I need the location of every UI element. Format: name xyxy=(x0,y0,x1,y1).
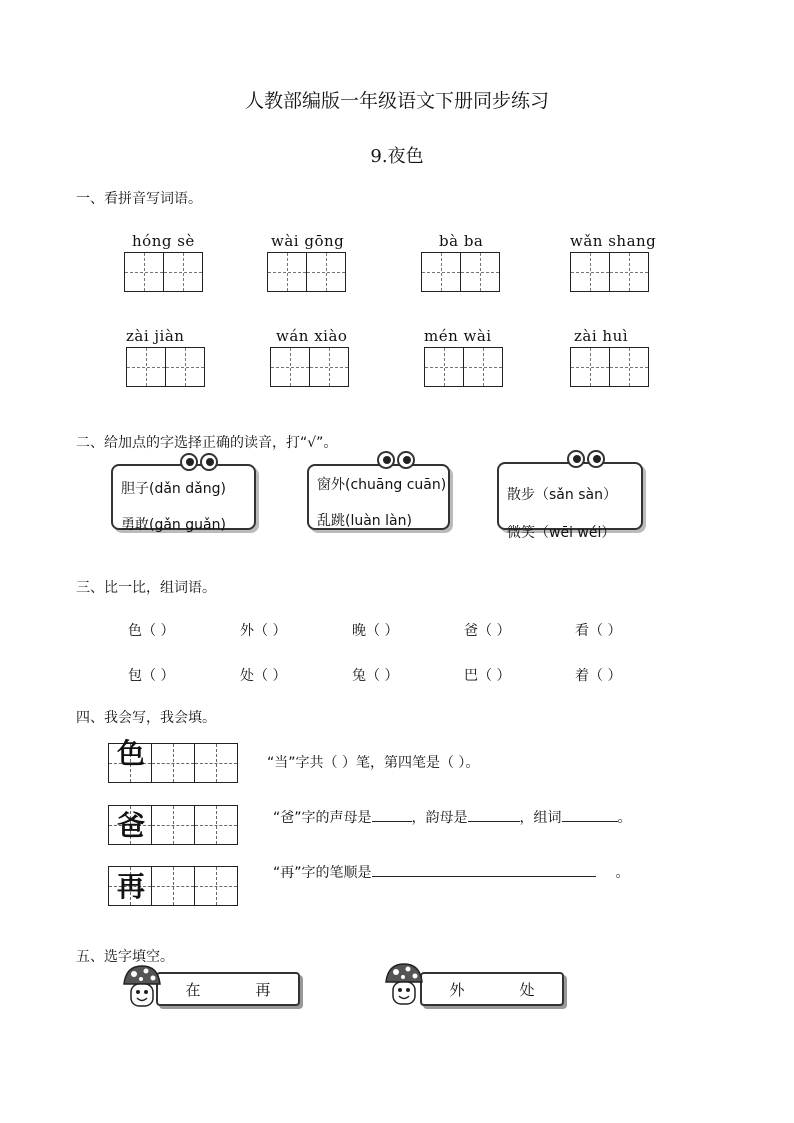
compare-item[interactable]: 外（ ） xyxy=(240,623,287,639)
blank-stroke-order[interactable] xyxy=(372,862,596,877)
model-cell xyxy=(108,805,152,845)
writing-cell[interactable] xyxy=(270,347,310,387)
eye-icon xyxy=(587,450,605,468)
lesson-title: 9.夜色 xyxy=(370,146,424,167)
question-initial-final xyxy=(273,807,632,827)
eyes-decoration xyxy=(180,453,218,471)
pinyin-item xyxy=(570,232,656,292)
question-stroke-count[interactable]: “当”字共（ ）笔，第四笔是（ ）。 xyxy=(267,755,480,771)
compare-item[interactable]: 着（ ） xyxy=(575,668,622,684)
writing-row xyxy=(108,805,237,845)
pinyin-label: mén wài xyxy=(424,327,492,345)
choice-option[interactable]: 在 xyxy=(185,980,201,999)
eye-icon xyxy=(397,451,415,469)
compare-item[interactable]: 处（ ） xyxy=(240,668,287,684)
pinyin-item xyxy=(270,327,348,387)
pinyin-label: hóng sè xyxy=(132,232,195,250)
compare-item[interactable]: 看（ ） xyxy=(575,623,622,639)
eyes-decoration xyxy=(567,450,605,468)
writing-cell[interactable] xyxy=(151,866,195,906)
writing-cell[interactable] xyxy=(163,252,203,292)
pinyin-item xyxy=(570,327,648,387)
page-title: 人教部编版一年级语文下册同步练习 xyxy=(244,90,549,112)
q3-text-b: 。 xyxy=(615,865,630,881)
pinyin-label: bà ba xyxy=(439,232,484,250)
writing-cell[interactable] xyxy=(124,252,164,292)
choice-banner xyxy=(420,972,564,1006)
choice-option[interactable]: 处 xyxy=(519,980,535,999)
question-stroke-order xyxy=(273,862,630,882)
section5-heading: 五、选字填空。 xyxy=(76,949,174,965)
reading-card xyxy=(111,464,256,533)
writing-row xyxy=(108,866,237,906)
pinyin-item xyxy=(424,327,502,387)
pinyin-label: wǎn shang xyxy=(570,232,657,250)
writing-cell[interactable] xyxy=(194,805,238,845)
model-char: 爸 xyxy=(116,809,145,842)
pinyin-label: wán xiào xyxy=(276,327,348,345)
pinyin-item xyxy=(267,232,345,292)
writing-cell[interactable] xyxy=(194,866,238,906)
choice-banner xyxy=(156,972,300,1006)
writing-cell[interactable] xyxy=(151,743,195,783)
writing-cell[interactable] xyxy=(194,743,238,783)
compare-item[interactable]: 兔（ ） xyxy=(352,668,399,684)
compare-item[interactable]: 色（ ） xyxy=(128,623,175,639)
writing-cell[interactable] xyxy=(421,252,461,292)
compare-item[interactable]: 晚（ ） xyxy=(352,623,399,639)
blank-final[interactable] xyxy=(468,807,520,822)
writing-cell[interactable] xyxy=(424,347,464,387)
writing-cell[interactable] xyxy=(463,347,503,387)
pinyin-item xyxy=(124,232,202,292)
card-line-1[interactable]: 散步（sǎn sàn） xyxy=(507,487,617,503)
model-char: 再 xyxy=(116,870,145,903)
writing-cell[interactable] xyxy=(609,252,649,292)
q2-text-c: ，组词 xyxy=(519,810,562,826)
q2-text-b: ，韵母是 xyxy=(411,810,468,826)
pinyin-label: wài gōng xyxy=(271,232,345,250)
writing-cell[interactable] xyxy=(306,252,346,292)
eyes-decoration xyxy=(377,451,415,469)
blank-word[interactable] xyxy=(562,807,618,822)
compare-item[interactable]: 包（ ） xyxy=(128,668,175,684)
section1-heading: 一、看拼音写词语。 xyxy=(76,191,202,207)
model-char: 色 xyxy=(116,737,145,770)
writing-cell[interactable] xyxy=(165,347,205,387)
pinyin-item xyxy=(421,232,499,292)
eye-icon xyxy=(200,453,218,471)
card-line-2[interactable]: 勇敢(gǎn guǎn) xyxy=(121,517,226,533)
writing-cell[interactable] xyxy=(609,347,649,387)
writing-cell[interactable] xyxy=(309,347,349,387)
compare-item[interactable]: 爸（ ） xyxy=(464,623,511,639)
section3-heading: 三、比一比，组词语。 xyxy=(76,580,216,596)
section2-heading: 二、给加点的字选择正确的读音，打“√”。 xyxy=(76,435,338,451)
blank-initial[interactable] xyxy=(372,807,412,822)
section4-heading: 四、我会写，我会填。 xyxy=(76,710,216,726)
reading-card xyxy=(307,464,450,530)
card-line-1[interactable]: 窗外(chuāng cuān) xyxy=(317,477,447,493)
card-line-2[interactable]: 乱跳(luàn làn) xyxy=(317,513,412,529)
choice-option[interactable]: 再 xyxy=(255,980,271,999)
mushroom-icon xyxy=(384,962,424,1008)
writing-cell[interactable] xyxy=(570,347,610,387)
mushroom-icon xyxy=(122,964,162,1010)
eye-icon xyxy=(377,451,395,469)
model-cell xyxy=(108,866,152,906)
pinyin-label: zài huì xyxy=(574,327,629,345)
writing-cell[interactable] xyxy=(460,252,500,292)
writing-cell[interactable] xyxy=(151,805,195,845)
choice-option[interactable]: 外 xyxy=(449,980,465,999)
writing-cell[interactable] xyxy=(126,347,166,387)
card-line-2[interactable]: 微笑（wēi wéi） xyxy=(507,525,616,541)
q2-text-a: “爸”字的声母是 xyxy=(273,810,372,826)
q3-text-a: “再”字的笔顺是 xyxy=(273,865,372,881)
card-line-1[interactable]: 胆子(dǎn dǎng) xyxy=(121,481,226,497)
pinyin-item xyxy=(126,327,204,387)
model-cell xyxy=(108,737,152,783)
writing-row xyxy=(108,737,237,783)
writing-cell[interactable] xyxy=(267,252,307,292)
pinyin-label: zài jiàn xyxy=(126,327,185,345)
q2-text-d: 。 xyxy=(617,810,632,826)
writing-cell[interactable] xyxy=(570,252,610,292)
reading-card xyxy=(497,462,643,541)
eye-icon xyxy=(180,453,198,471)
compare-item[interactable]: 巴（ ） xyxy=(464,668,511,684)
eye-icon xyxy=(567,450,585,468)
